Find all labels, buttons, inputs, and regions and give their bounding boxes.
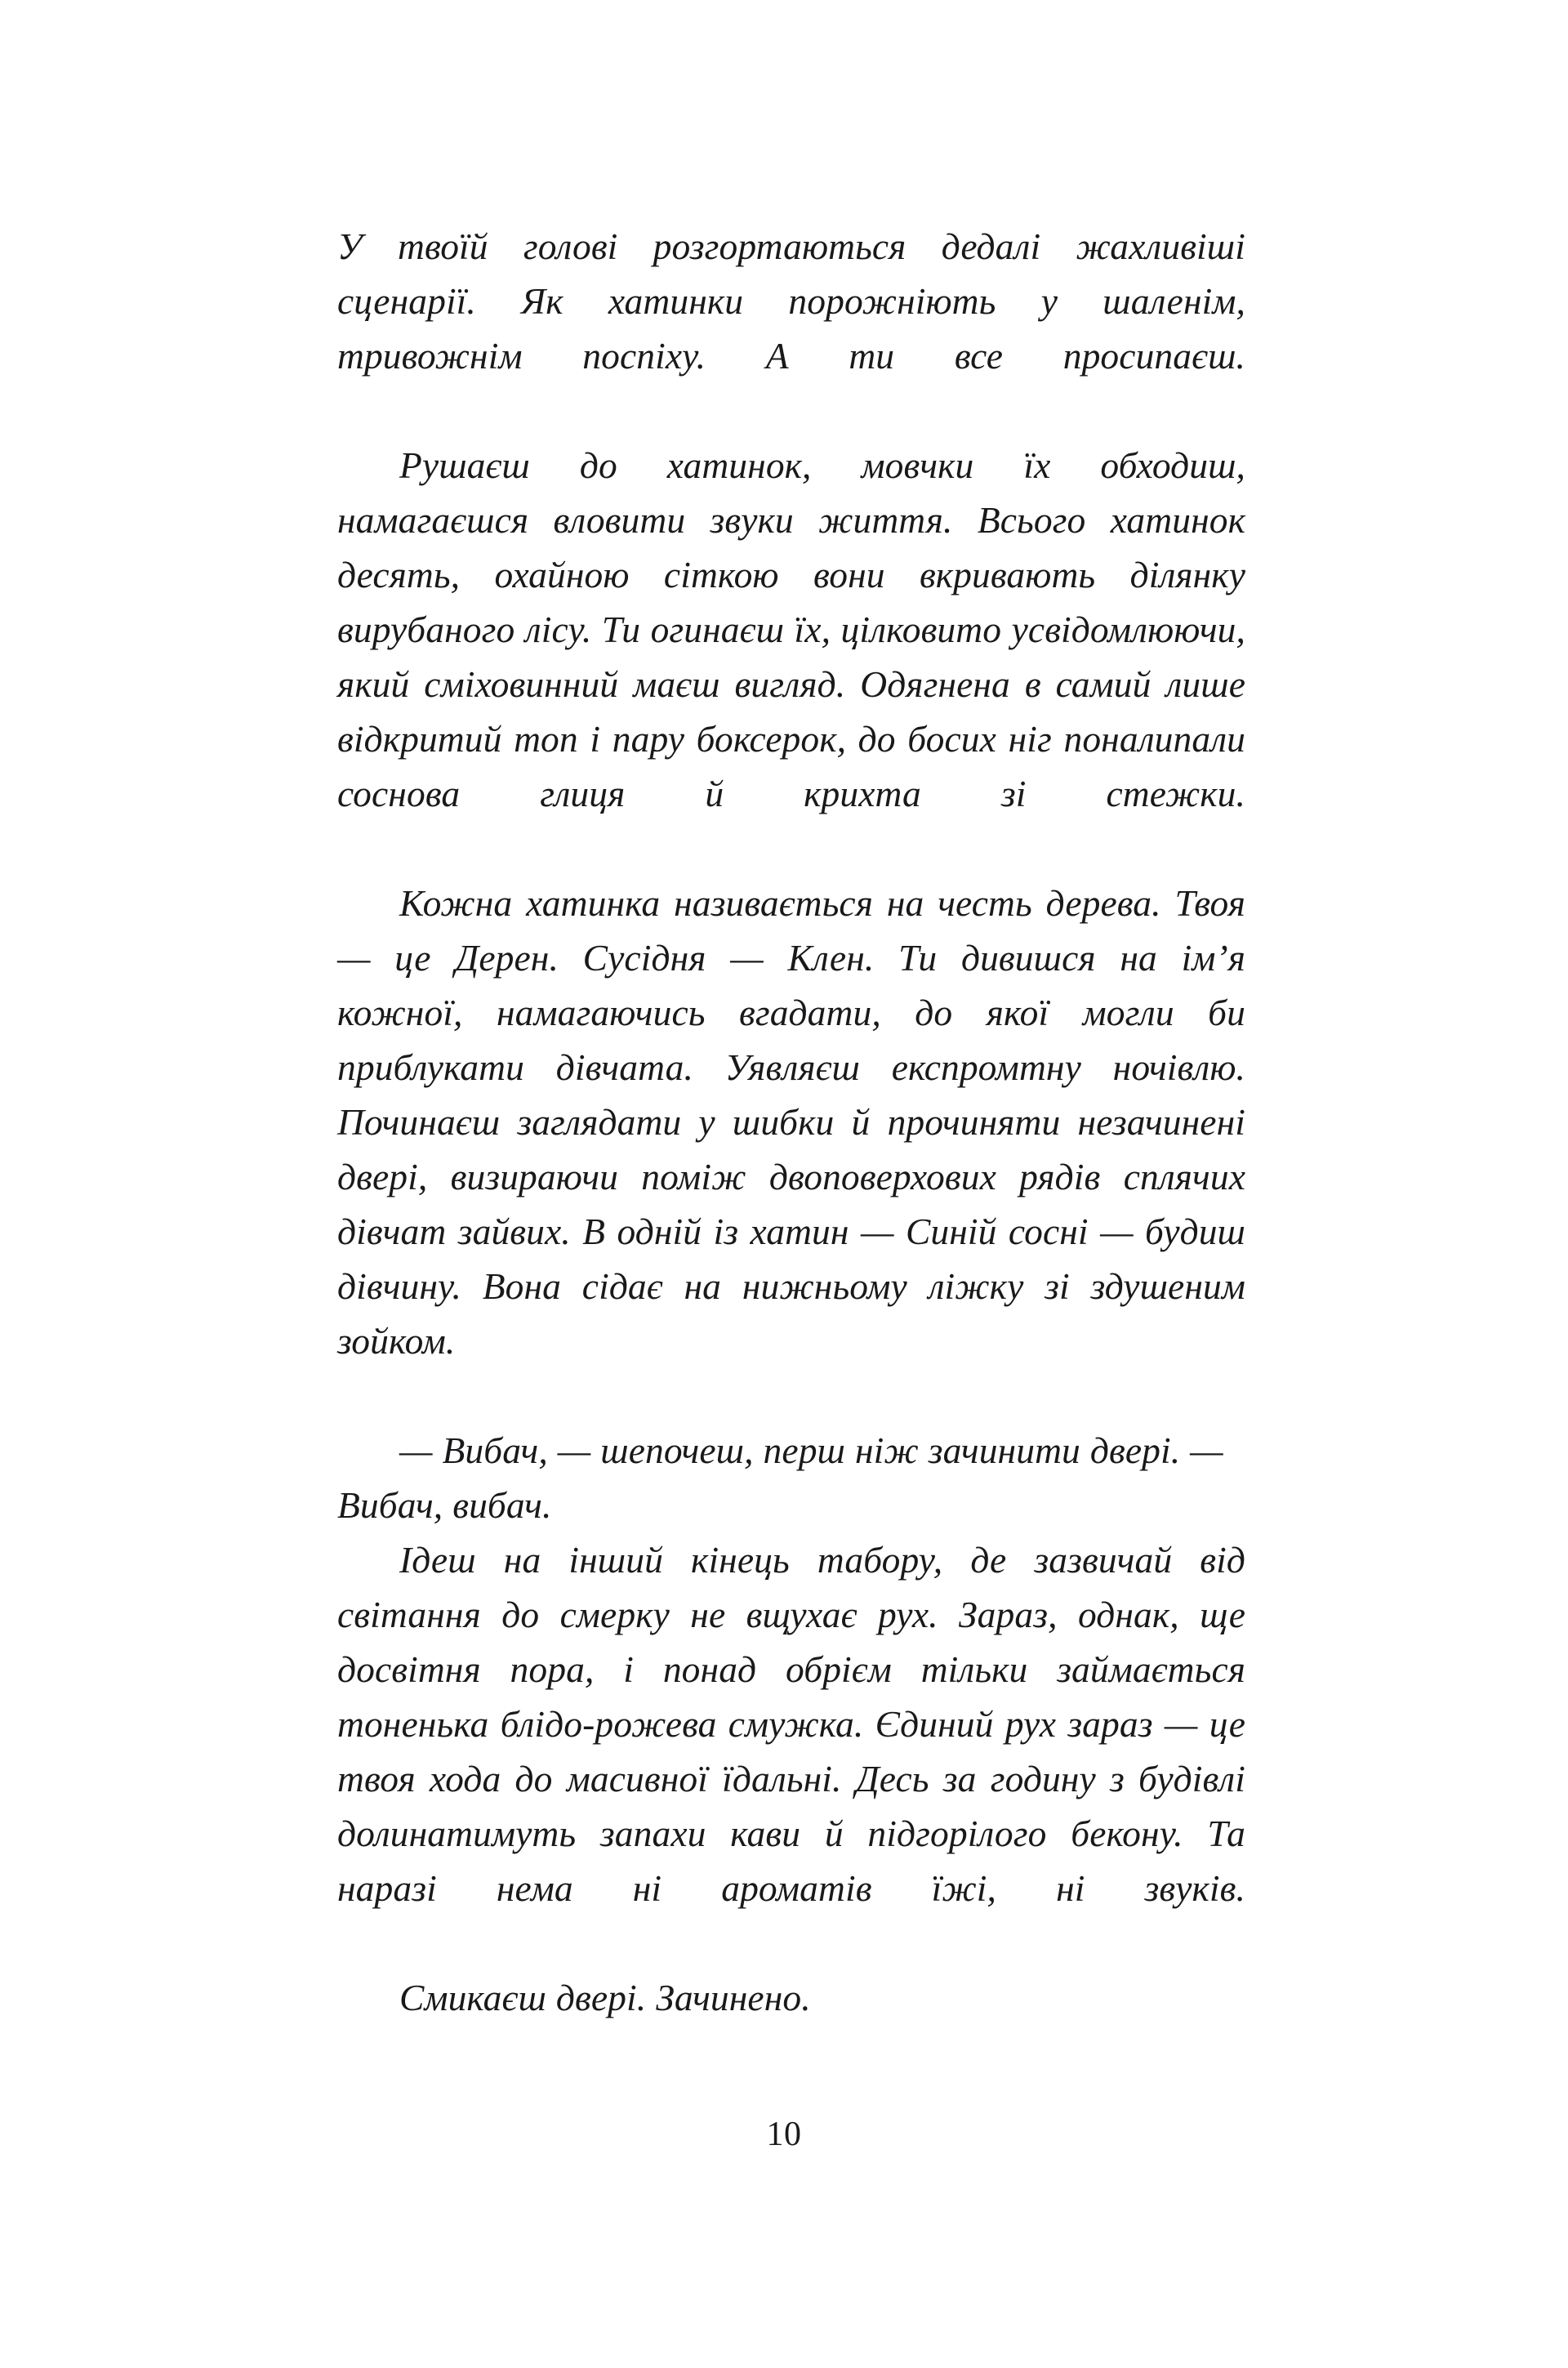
- body-paragraph-1: У твоїй голові розгортаються дедалі жахливіші сценарії. Як хатинки порожніють у шаленім, тривожнім поспіху. А ти все просипаєш.: [337, 225, 1245, 377]
- page-text-block: [337, 219, 1245, 2025]
- body-paragraph-4-dialogue: — Вибач, — шепочеш, перш ніж зачинити двері. — Вибач, вибач.: [337, 1429, 1223, 1526]
- page-number: 10: [766, 2116, 802, 2153]
- body-paragraph-5: Ідеш на інший кінець табору, де зазвичай від світання до смерку не вщухає рух. Зараз, однак, ще досвітня пора, і понад обрієм тільки займається тоненька блідо-рожева смужка. Єдиний рух зараз — це твоя хода до масивної їдальні. Десь за годину з будівлі долинатимуть запахи кави й підгорілого бекону. Та наразі нема ні ароматів їжі, ні звуків.: [337, 1539, 1245, 1909]
- body-paragraph-3: Кожна хатинка називається на честь дерева. Твоя — це Дерен. Сусідня — Клен. Ти дивишся на ім’я кожної, намагаючись вгадати, до якої могли би приблукати дівчата. Уявляєш експромтну ночівлю. Починаєш заглядати у шибки й прочиняти незачинені двері, визираючи поміж двоповерхових рядів сплячих дівчат зайвих. В одній із хатин — Синій сосні — будиш дівчину. Вона сідає на нижньому ліжку зі здушеним зойком.: [337, 882, 1245, 1362]
- body-paragraph-6: Смикаєш двері. Зачинено.: [399, 1977, 811, 2018]
- body-paragraph-2: Рушаєш до хатинок, мовчки їх обходиш, намагаєшся вловити звуки життя. Всього хатинок десять, охайною сіткою вони вкривають ділянку вирубаного лісу. Ти огинаєш їх, цілковито усвідомлюючи, який сміховинний маєш вигляд. Одягнена в самий лише відкритий топ і пару боксерок, до босих ніг поналипали соснова глиця й крихта зі стежки.: [337, 444, 1245, 814]
